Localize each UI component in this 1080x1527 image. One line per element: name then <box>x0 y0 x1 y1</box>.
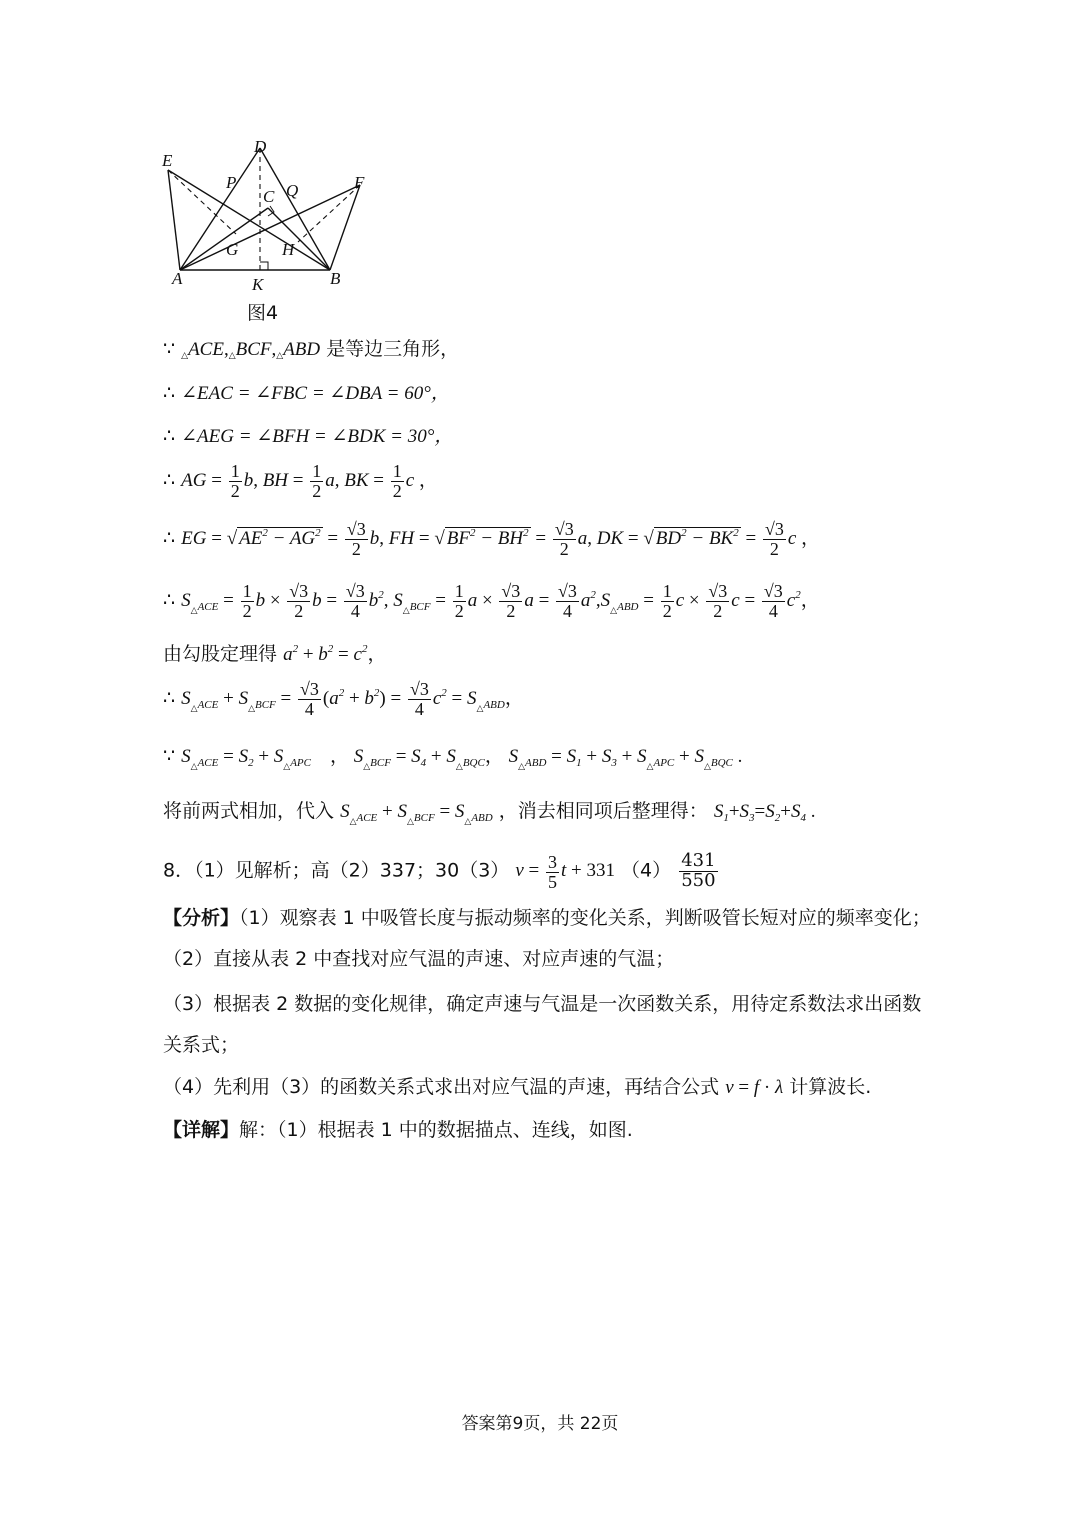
line-10: 将前两式相加，代入 $S_{_\triangle ACE} + S_{_\triangle BCF} = S_{_\triangle ABD}$ ，消去相同项后整理得： $S_1+S_3=S_2+S_4$ . <box>163 800 816 826</box>
line-10-text-b: ，消去相同项后整理得： <box>498 800 708 822</box>
therefore-symbol: ∴ <box>163 687 176 709</box>
label-B: B <box>330 269 341 288</box>
label-H: H <box>282 240 295 259</box>
detail-tag: 【详解】 <box>163 1119 240 1141</box>
because-symbol: ∵ <box>163 338 176 360</box>
line-3 <box>163 423 453 450</box>
therefore-symbol: ∴ <box>163 527 176 549</box>
therefore-symbol: ∴ <box>163 382 176 404</box>
line-9: ∵ $S_{_\triangle ACE} = S_2 + S_{_\triangle APC}$ ， $S_{_\triangle BCF} = S_4 + S_{_\triangle BQC}$， $S_{_\triangle ABD} = S_1 + S_3 + S_{_\triangle APC} + S_{_\triangle BQC}$ . <box>163 745 743 771</box>
line-8: ∴ $S_{_\triangle ACE} + S_{_\triangle BCF}$ = $\frac{√3}{4}$ $(a^2 + b^2)$ = $\frac{√3}{4}$ $c^2 = S_{_\triangle ABD}$， <box>163 679 524 720</box>
line-7: 由勾股定理得 $a^2 + b^2 = c^2$， <box>163 643 387 665</box>
line-16: （4）先利用（3）的函数关系式求出对应气温的声速，再结合公式 v = f · λ 计算波长. <box>163 1076 872 1098</box>
pythagorean-text: 由勾股定理得 <box>163 643 278 665</box>
line-10-text-a: 将前两式相加，代入 <box>163 800 335 822</box>
label-A: A <box>172 269 183 288</box>
line-15 <box>163 1032 239 1058</box>
line-13 <box>163 946 674 972</box>
line-14 <box>163 991 921 1017</box>
label-Q: Q <box>286 181 299 200</box>
analysis-text-3-cont: 关系式； <box>163 1034 240 1056</box>
analysis-text-2: （2）直接从表 2 中查找对应气温的声速、对应声速的气温； <box>163 948 675 970</box>
line-6: ∴ $S_{_\triangle ACE}$ = $\frac{1}{2}$ b × $\frac{√3}{2}$ b = $\frac{√3}{4}$ $b^2$, $S_{_\triangle BCF}$ = $\frac{1}{2}$ a × $\frac{√3}{2}$ a = $\frac{√3}{4}$ $a^2,S_{_\triangle ABD}$ = $\frac{1}{2}$ c × $\frac{√3}{2}$ c = $\frac{√3}{4}$ $c^2$， <box>163 581 820 622</box>
label-E: E <box>162 151 173 170</box>
line-4: ∴ AG = $\frac{1}{2}$ b, BH = $\frac{1}{2}$ a, BK = $\frac{1}{2}$ c ， <box>163 461 438 501</box>
line-5: ∴ EG = √ $AE^2 - AG^2$ = $\frac{√3}{2}$ b, FH = √ $BF^2 - BH^2$ = $\frac{√3}{2}$ a, DK = √ $BD^2 - BK^2$ = $\frac{√3}{2}$ c ， <box>163 519 821 560</box>
fraction-denominator: 550 <box>681 869 716 891</box>
because-symbol: ∵ <box>163 745 176 767</box>
figure-caption: 图4 <box>247 302 279 324</box>
angle-equation-60: ∠EAC = ∠FBC = ∠DBA = 60°， <box>181 383 450 404</box>
line-17 <box>163 1117 633 1143</box>
line-11: 8．（1）见解析；高（2）337；30（3） v = $\frac{3}{5}$ t + 331 （4） $\frac{431}{550}$ <box>163 850 716 892</box>
line-1-text: 是等边三角形， <box>326 338 460 360</box>
label-K: K <box>252 275 264 294</box>
label-P: P <box>226 173 237 192</box>
therefore-symbol: ∴ <box>163 468 176 491</box>
analysis-text-4b: 计算波长. <box>789 1076 872 1098</box>
part-4-label: （4） <box>621 859 672 882</box>
line-1: ∵ △ACE,△BCF,△ABD 是等边三角形， <box>163 338 460 360</box>
analysis-text-1: （1）观察表 1 中吸管长度与振动频率的变化关系，判断吸管长短对应的频率变化； <box>239 907 931 929</box>
analysis-tag: 【分析】 <box>163 907 240 929</box>
label-C: C <box>263 187 275 206</box>
label-G: G <box>226 240 239 259</box>
label-F: F <box>354 173 365 192</box>
angle-equation-30: ∠AEG = ∠BFH = ∠BDK = 30°， <box>181 426 454 447</box>
page-footer: 答案第9页，共 22页 <box>461 1414 619 1434</box>
fraction-numerator: 431 <box>681 850 716 871</box>
detail-text: 解：（1）根据表 1 中的数据描点、连线，如图. <box>239 1119 633 1141</box>
analysis-text-4a: （4）先利用（3）的函数关系式求出对应气温的声速，再结合公式 <box>163 1076 720 1098</box>
label-D: D <box>254 137 267 156</box>
question-8-answers: 8．（1）见解析；高（2）337；30（3） <box>163 859 510 882</box>
therefore-symbol: ∴ <box>163 589 176 611</box>
line-2 <box>163 380 450 407</box>
line-12 <box>163 905 931 931</box>
analysis-text-3: （3）根据表 2 数据的变化规律，确定声速与气温是一次函数关系，用待定系数法求出函数 <box>163 993 922 1015</box>
therefore-symbol: ∴ <box>163 425 176 447</box>
